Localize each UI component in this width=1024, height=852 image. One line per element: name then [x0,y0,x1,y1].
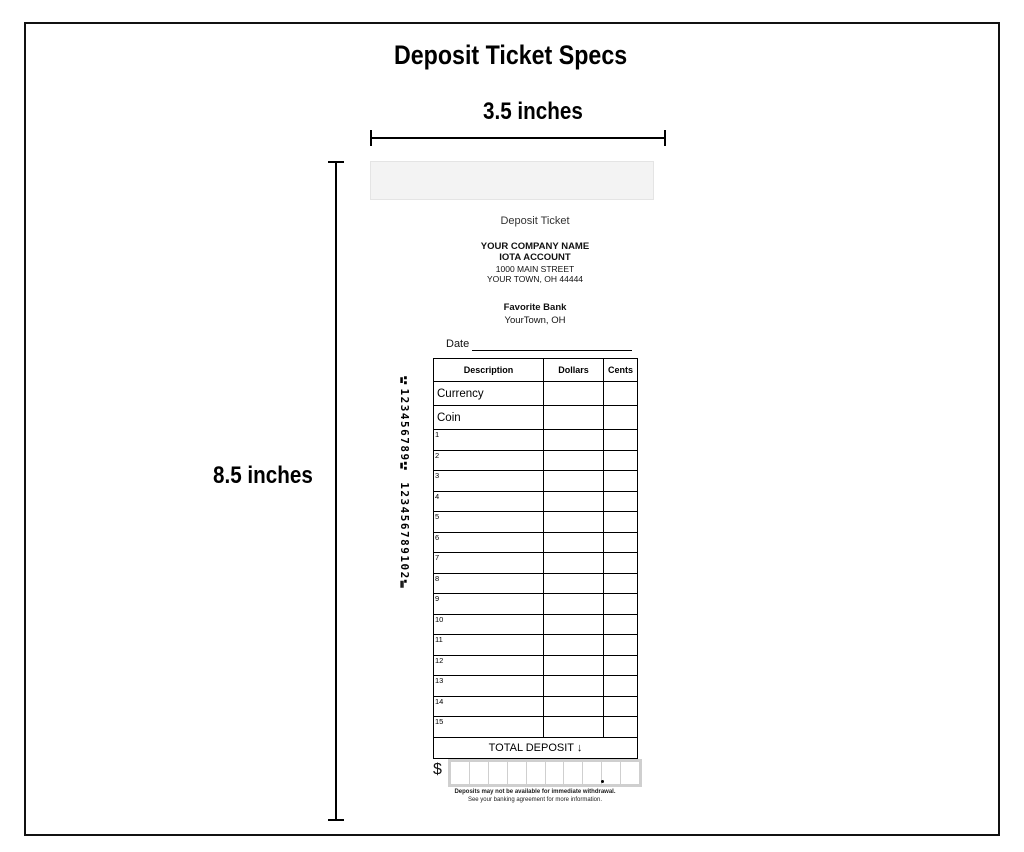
city-address: YOUR TOWN, OH 44444 [486,274,584,284]
amount-box [448,759,642,787]
account-name: IOTA ACCOUNT [499,252,571,263]
dollars-field[interactable] [544,614,604,635]
cents-field[interactable] [604,382,638,406]
cents-field[interactable] [604,430,638,451]
amount-digit-cell[interactable] [470,762,488,784]
cents-field[interactable] [604,635,638,656]
bank-city: YourTown, OH [504,315,566,326]
column-header-description: Description [434,359,544,382]
cents-field[interactable] [604,676,638,697]
dollars-field[interactable] [544,635,604,656]
dollars-field[interactable] [544,450,604,471]
dollars-field[interactable] [544,594,604,615]
row-description: 3 [434,471,544,492]
width-dimension-ruler [370,130,666,146]
dollar-sign: $ [433,761,442,778]
cents-field[interactable] [604,573,638,594]
cents-field[interactable] [604,696,638,717]
cents-field[interactable] [604,471,638,492]
row-description: 2 [434,450,544,471]
date-label: Date [446,338,470,350]
dollars-field[interactable] [544,512,604,533]
dollars-field[interactable] [544,553,604,574]
cents-field[interactable] [604,594,638,615]
row-description: 15 [434,717,544,738]
header-band [370,161,654,200]
dollars-field[interactable] [544,696,604,717]
availability-note: Deposits may not be available for immediate withdrawal. [454,789,616,795]
bank-name: Favorite Bank [503,302,567,313]
table-row [434,491,638,512]
table-row [434,430,638,451]
cents-field[interactable] [604,614,638,635]
amount-digit-cell[interactable] [546,762,564,784]
table-row [434,696,638,717]
dollars-field[interactable] [544,382,604,406]
dollars-field[interactable] [544,491,604,512]
row-description: 4 [434,491,544,512]
row-description: 7 [434,553,544,574]
row-description: 10 [434,614,544,635]
cents-field[interactable] [604,717,638,738]
dollars-field[interactable] [544,573,604,594]
cents-field[interactable] [604,553,638,574]
company-name: YOUR COMPANY NAME [480,241,590,252]
height-dimension-label: 8.5 inches [213,462,313,489]
table-row [434,532,638,553]
street-address: 1000 MAIN STREET [495,264,575,274]
column-header-cents: Cents [604,359,638,382]
row-description: 12 [434,655,544,676]
amount-digit-cell[interactable] [489,762,507,784]
table-row [434,382,638,406]
agreement-note: See your banking agreement for more information. [467,797,603,803]
cents-field[interactable] [604,655,638,676]
cents-field[interactable] [604,512,638,533]
total-deposit-label: TOTAL DEPOSIT ↓ [434,737,638,758]
row-description: Coin [434,406,544,430]
row-description: Currency [434,382,544,406]
table-row [434,655,638,676]
amount-digit-cell[interactable] [621,762,639,784]
row-description: 9 [434,594,544,615]
amount-digit-cell[interactable] [527,762,545,784]
date-line [472,350,632,351]
dollars-field[interactable] [544,655,604,676]
table-row [434,676,638,697]
dollars-field[interactable] [544,406,604,430]
amount-digit-cell[interactable] [564,762,582,784]
table-header-row [434,359,638,382]
amount-digit-cell[interactable] [583,762,601,784]
dollars-field[interactable] [544,430,604,451]
table-row [434,717,638,738]
row-description: 13 [434,676,544,697]
amount-digit-cell[interactable] [508,762,526,784]
width-dimension-label: 3.5 inches [483,98,583,125]
row-description: 5 [434,512,544,533]
table-row [434,614,638,635]
dollars-field[interactable] [544,532,604,553]
cents-field[interactable] [604,491,638,512]
total-row [434,737,638,758]
table-row [434,553,638,574]
cents-field[interactable] [604,532,638,553]
cents-field[interactable] [604,450,638,471]
table-row [434,512,638,533]
ticket-heading: Deposit Ticket [500,215,570,227]
dollars-field[interactable] [544,717,604,738]
row-description: 6 [434,532,544,553]
dollars-field[interactable] [544,471,604,492]
dollars-field[interactable] [544,676,604,697]
table-row [434,635,638,656]
micr-line: ⑆123456789⑆ 123456789102⑈ [398,376,411,593]
table-row [434,406,638,430]
cents-field[interactable] [604,406,638,430]
amount-digit-cell[interactable] [602,762,620,784]
row-description: 11 [434,635,544,656]
decimal-point [601,780,604,783]
height-dimension-ruler [328,161,344,821]
page-title: Deposit Ticket Specs [394,40,628,70]
table-row [434,594,638,615]
table-row [434,450,638,471]
table-row [434,471,638,492]
row-description: 1 [434,430,544,451]
row-description: 8 [434,573,544,594]
amount-digit-cell[interactable] [451,762,469,784]
column-header-dollars: Dollars [544,359,604,382]
deposit-table [433,358,638,759]
table-row [434,573,638,594]
row-description: 14 [434,696,544,717]
